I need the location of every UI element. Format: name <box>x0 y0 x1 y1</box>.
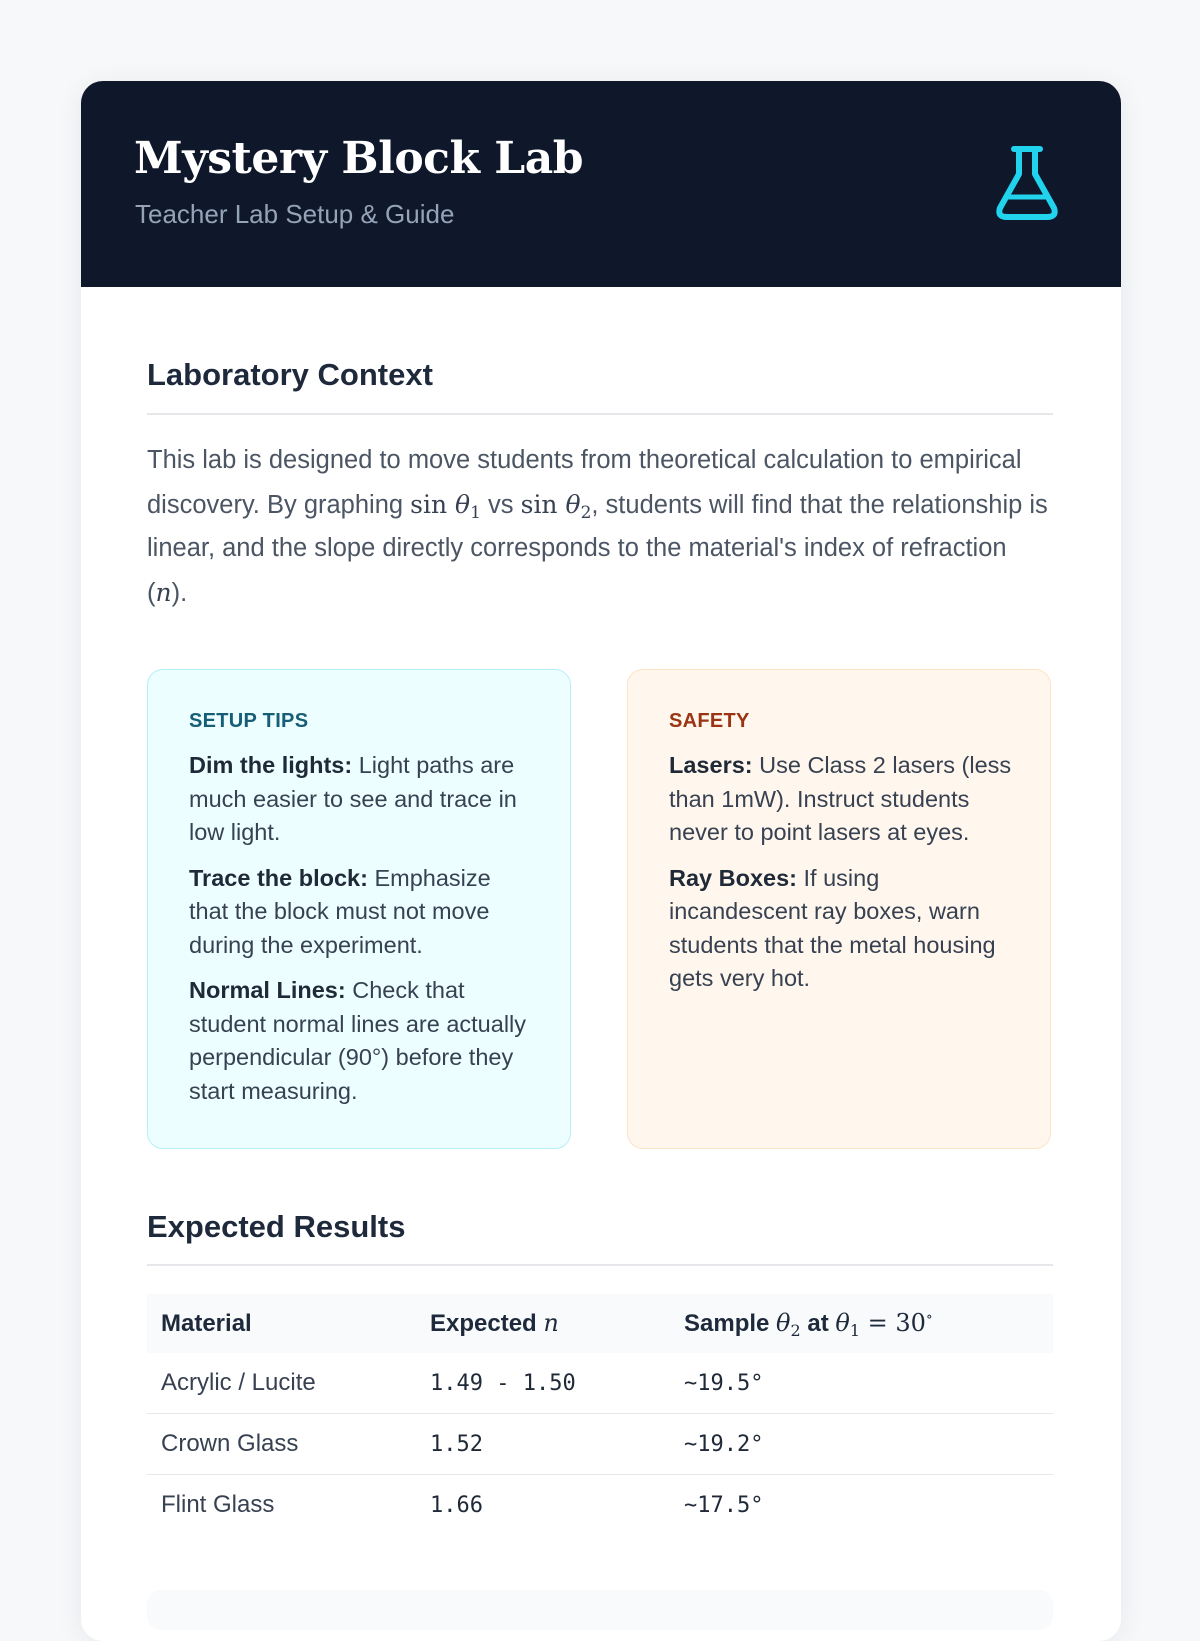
table-row <box>147 1353 1053 1414</box>
expected-n-cell: 1.52 <box>416 1414 670 1475</box>
context-paragraph: This lab is designed to move students from theoretical calculation to empirical discovery. By graphing $\sin \theta_1$ vs $\sin \theta_2$, students will find that the relationship is linear, and the slope directly corresponds to the material's index of refraction (n). <box>147 446 1048 607</box>
setup-tip-item: Trace the block: Emphasize that the block must not move during the experiment. <box>189 864 491 958</box>
column-header-sample-theta: Sample $\theta_2$ at $\theta_1 = 30^\circ$ <box>670 1294 1053 1353</box>
safety-box <box>627 669 1051 1149</box>
laboratory-context-heading: Laboratory Context <box>147 357 433 392</box>
sample-angle-cell: ~19.2° <box>670 1414 1053 1475</box>
column-header-material: Material <box>147 1294 416 1353</box>
column-header-expected-n: Expected n <box>416 1294 670 1353</box>
lab-guide-card <box>81 81 1121 1641</box>
setup-tip-item: Normal Lines: Check that student normal lines are actually perpendicular (90°) before they start measuring. <box>189 977 527 1104</box>
section-divider <box>147 1264 1053 1266</box>
math-sin-theta2: $\sin \theta_2$ <box>520 489 592 523</box>
sample-angle-cell: ~19.5° <box>670 1353 1053 1414</box>
setup-tips-title: SETUP TIPS <box>189 710 309 732</box>
next-section-box <box>147 1590 1053 1630</box>
math-sin-theta1: $\sin \theta_1$ <box>410 489 481 523</box>
material-cell: Flint Glass <box>161 1491 275 1518</box>
safety-item: Ray Boxes: If using incandescent ray boxes, warn students that the metal housing gets very hot. <box>669 864 996 991</box>
expected-results-heading: Expected Results <box>147 1209 406 1244</box>
sample-angle-cell: ~17.5° <box>684 1492 764 1518</box>
table-row <box>147 1475 1053 1536</box>
page-title: Mystery Block Lab <box>134 133 583 184</box>
expected-n-cell: 1.66 <box>430 1492 483 1518</box>
page-subtitle: Teacher Lab Setup & Guide <box>135 199 455 229</box>
safety-title: SAFETY <box>669 710 750 732</box>
material-cell: Crown Glass <box>147 1414 416 1475</box>
math-n: n <box>155 577 172 607</box>
flask-icon <box>995 145 1059 221</box>
table-row <box>147 1414 1053 1475</box>
page-header <box>81 81 1121 287</box>
table-header-row <box>147 1294 1053 1353</box>
setup-tip-item: Dim the lights: Light paths are much easier to see and trace in low light. <box>189 752 517 845</box>
expected-n-cell: 1.49 - 1.50 <box>416 1353 670 1414</box>
safety-item: Lasers: Use Class 2 lasers (less than 1mW). Instruct students never to point lasers at eyes. <box>669 752 1012 845</box>
expected-results-table <box>147 1294 1053 1535</box>
section-divider <box>147 413 1053 415</box>
material-cell: Acrylic / Lucite <box>147 1353 416 1414</box>
setup-tips-box <box>147 669 571 1149</box>
